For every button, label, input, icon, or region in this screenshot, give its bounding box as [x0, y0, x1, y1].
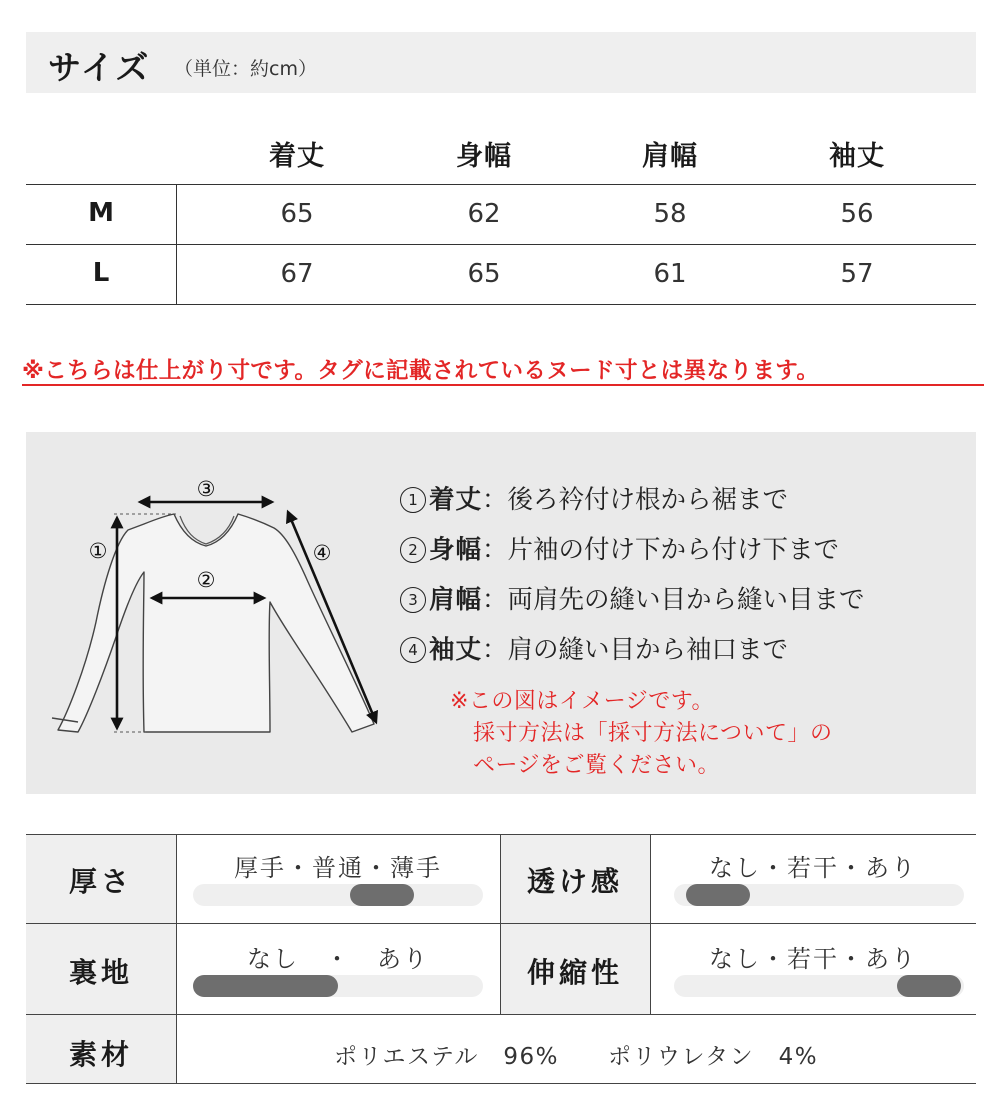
definition-term: 肩幅 — [429, 585, 483, 615]
table-rule — [26, 1083, 976, 1084]
section-title: サイズ — [48, 48, 151, 87]
garment-diagram — [26, 432, 396, 794]
image-note-line-2: 採寸方法は「採寸方法について」の — [473, 721, 833, 746]
definition-number: 2 — [400, 537, 426, 563]
col-header-length: 着丈 — [269, 141, 325, 172]
stretch-indicator — [897, 975, 961, 997]
table-rule — [26, 834, 976, 835]
lining-options: なし ・ あり — [247, 945, 429, 973]
table-divider — [176, 185, 177, 304]
label-material: 素材 — [68, 1038, 133, 1071]
lining-indicator — [193, 975, 338, 997]
marker-shoulder: ③ — [196, 477, 216, 501]
definition-number: 3 — [400, 587, 426, 613]
row-label-m: M — [88, 198, 114, 228]
material-value: ポリエステル 96% ポリウレタン 4% — [333, 1044, 819, 1070]
label-stretch: 伸縮性 — [526, 956, 623, 989]
table-rule — [26, 184, 976, 185]
definition-shoulder — [400, 580, 865, 616]
cell-l-shoulder: 61 — [653, 259, 687, 289]
transparency-indicator — [686, 884, 750, 906]
cell-m-shoulder: 58 — [653, 199, 687, 229]
section-title-bar — [26, 32, 976, 93]
definition-desc: ：両肩先の縫い目から縫い目まで — [482, 585, 865, 615]
unit-label: （単位：約cm） — [174, 58, 317, 80]
definition-term: 袖丈 — [429, 635, 483, 665]
marker-sleeve: ④ — [312, 541, 332, 565]
notice-underline — [22, 384, 984, 386]
thickness-options: 厚手・普通・薄手 — [234, 854, 442, 882]
table-rule — [26, 1014, 976, 1015]
label-lining: 裏地 — [68, 956, 133, 989]
label-transparency: 透け感 — [526, 865, 623, 898]
definition-sleeve — [400, 630, 788, 666]
cell-m-width: 62 — [467, 199, 501, 229]
image-note-line-1: ※この図はイメージです。 — [450, 689, 715, 714]
table-rule — [26, 244, 976, 245]
col-header-width: 身幅 — [456, 141, 512, 172]
transparency-options: なし・若干・あり — [709, 854, 917, 882]
definition-desc: ：片袖の付け下から付け下まで — [482, 535, 840, 565]
label-thickness: 厚さ — [68, 865, 133, 898]
definition-number: 4 — [400, 637, 426, 663]
table-rule — [26, 923, 976, 924]
cell-l-length: 67 — [280, 259, 314, 289]
marker-length: ① — [88, 539, 108, 563]
cell-l-sleeve: 57 — [840, 259, 874, 289]
marker-width: ② — [196, 568, 216, 592]
definition-number: 1 — [400, 487, 426, 513]
thickness-track — [193, 884, 483, 906]
col-header-sleeve: 袖丈 — [829, 141, 885, 172]
definition-desc: ：後ろ衿付け根から裾まで — [482, 485, 789, 515]
col-header-shoulder: 肩幅 — [642, 141, 698, 172]
definition-length — [400, 480, 788, 516]
definition-width — [400, 530, 839, 566]
definition-term: 身幅 — [429, 535, 483, 565]
finished-size-notice: ※こちらは仕上がり寸です。タグに記載されているヌード寸とは異なります。 — [22, 358, 820, 384]
cell-l-width: 65 — [467, 259, 501, 289]
row-label-l: L — [92, 258, 110, 288]
definition-term: 着丈 — [429, 485, 483, 515]
definition-desc: ：肩の縫い目から袖口まで — [482, 635, 789, 665]
stretch-options: なし・若干・あり — [709, 945, 917, 973]
image-note-line-3: ページをご覧ください。 — [473, 753, 721, 778]
cell-m-sleeve: 56 — [840, 199, 874, 229]
cell-m-length: 65 — [280, 199, 314, 229]
thickness-indicator — [350, 884, 414, 906]
table-rule — [26, 304, 976, 305]
